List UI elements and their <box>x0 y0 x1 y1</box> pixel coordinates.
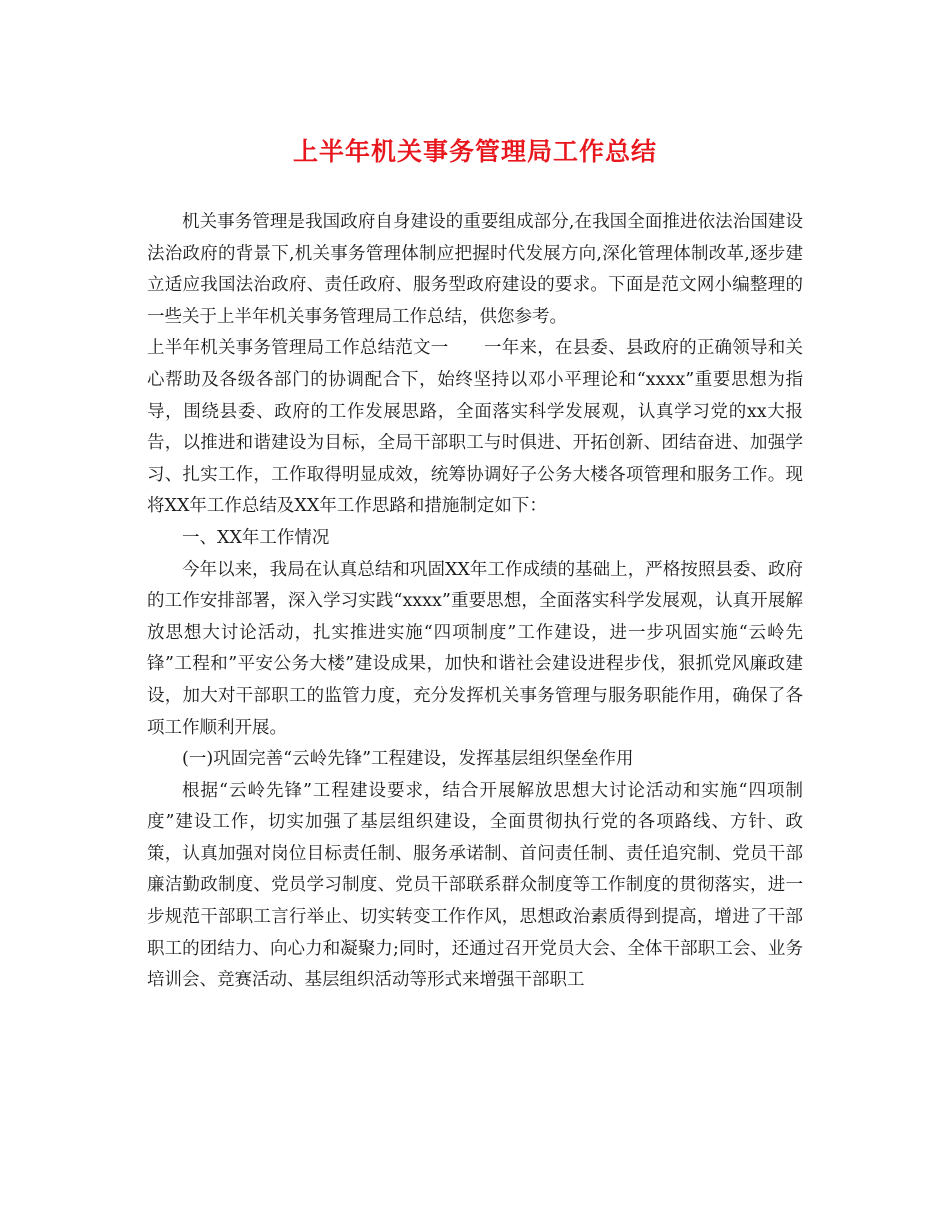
subsection-heading-one: (一)巩固完善“云岭先锋”工程建设，发挥基层组织堡垒作用 <box>182 749 634 770</box>
section-heading-one: 一、XX年工作情况 <box>182 527 330 548</box>
work-status-paragraph: 今年以来，我局在认真总结和巩固XX年工作成绩的基础上，严格按照县委、政府的工作安排部署，深入学习实践“xxxx”重要思想，全面落实科学发展观，认真开展解放思想大讨论活动，扎实推进实施“四项制度”工作建设，进一步巩固实施“云岭先锋”工程和”平安公务大楼”建设成果，加快和谐社会建设进程步伐，狠抓党风廉政建设，加大对干部职工的监管力度，充分发挥机关事务管理与服务职能作用，确保了各项工作顺利开展。 <box>147 559 803 738</box>
document-body <box>147 207 803 997</box>
subsection-body-paragraph: 根据“云岭先锋”工程建设要求，结合开展解放思想大讨论活动和实施“四项制度”建设工作，切实加强了基层组织建设，全面贯彻执行党的各项路线、方针、政策，认真加强对岗位目标责任制、服务承诺制、首问责任制、责任追究制、党员干部廉洁勤政制度、党员学习制度、党员干部联系群众制度等工作制度的贯彻落实，进一步规范干部职工言行举止、切实转变工作作风，思想政治素质得到提高，增进了干部职工的团结力、向心力和凝聚力;同时，还通过召开党员大会、全体干部职工会、业务培训会、竞赛活动、基层组织活动等形式来增强干部职工 <box>147 780 803 991</box>
intro-paragraph: 机关事务管理是我国政府自身建设的重要组成部分,在我国全面推进依法治国建设法治政府的背景下,机关事务管理体制应把握时代发展方向,深化管理体制改革,逐步建立适应我国法治政府、责任政府、服务型政府建设的要求。下面是范文网小编整理的一些关于上半年机关事务管理局工作总结，供您参考。 <box>147 212 803 327</box>
document-title: 上半年机关事务管理局工作总结 <box>292 137 657 166</box>
sample-one-paragraph: 上半年机关事务管理局工作总结范文一 一年来，在县委、县政府的正确领导和关心帮助及各级各部门的协调配合下，始终坚持以邓小平理论和“xxxx”重要思想为指导，围绕县委、政府的工作发展思路，全面落实科学发展观，认真学习党的xx大报告，以推进和谐建设为目标，全局干部职工与时俱进、开拓创新、团结奋进、加强学习、扎实工作，工作取得明显成效，统筹协调好子公务大楼各项管理和服务工作。现将XX年工作总结及XX年工作思路和措施制定如下： <box>147 338 803 517</box>
